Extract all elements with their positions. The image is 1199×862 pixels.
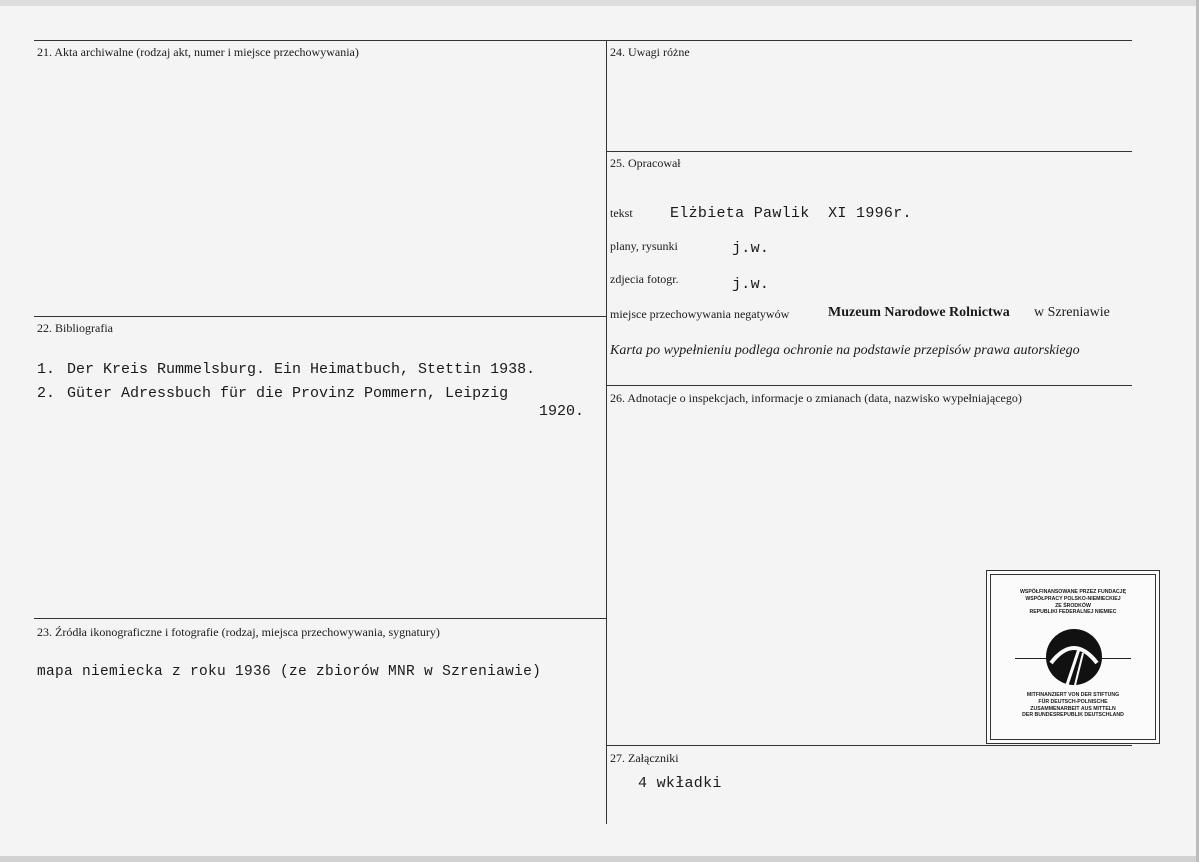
bibliography-item-continuation: 1920. [539, 403, 585, 420]
logo-de-line: FÜR DEUTSCH-POLNISCHE [1038, 698, 1108, 705]
bibliography-number: 2. [37, 385, 56, 402]
logo-pl-line: ZE ŚRODKÓW [1055, 602, 1091, 609]
logo-de-line: MITFINANZIERT VON DER STIFTUNG [1026, 692, 1120, 698]
logo-pl-line: REPUBLIKI FEDERALNEJ NIEMIEC [1029, 609, 1117, 616]
miejsce-location: w Szreniawie [1034, 305, 1110, 320]
rule-24-25 [606, 151, 1132, 152]
logo-frame [990, 574, 1156, 740]
logo-pl-line: WSPÓŁPRACY POLSKO-NIEMIECKIEJ [1025, 595, 1121, 602]
top-rule [34, 40, 1132, 41]
logo-de-line: DER BUNDESREPUBLIK DEUTSCHLAND [1022, 712, 1124, 719]
section-25-label: 25. Opracował [610, 156, 681, 170]
copyright-note: Karta po wypełnieniu podlega ochronie na podstawie przepisów prawa autorskiego [610, 343, 1080, 358]
bridge-logo-icon [1045, 627, 1103, 687]
section-23-value: mapa niemiecka z roku 1936 (ze zbiorów MNR w Szreniawie) [37, 664, 542, 680]
plany-label: plany, rysunki [610, 239, 678, 253]
miejsce-value: Muzeum Narodowe Rolnictwa [828, 305, 1010, 320]
logo-pl-line: WSPÓŁFINANSOWANE PRZEZ FUNDACJĘ [1019, 589, 1127, 595]
miejsce-label: miejsce przechowywania negatywów [610, 307, 790, 321]
bibliography-number: 1. [37, 361, 56, 378]
bibliography-item: Der Kreis Rummelsburg. Ein Heimatbuch, Stettin 1938. [67, 361, 536, 378]
section-27-label: 27. Załączniki [610, 751, 679, 765]
section-26-label: 26. Adnotacje o inspekcjach, informacje o zmianach (data, nazwisko wypełniającego) [610, 391, 1022, 405]
logo-de-line: ZUSAMMENARBEIT AUS MITTELN [1030, 705, 1116, 712]
rule-22-23 [34, 618, 606, 619]
center-divider [606, 40, 607, 824]
bibliography-item: Güter Adressbuch für die Provinz Pommern, Leipzig [67, 385, 509, 402]
scan-edge-top [0, 0, 1199, 6]
tekst-value: Elżbieta Pawlik XI 1996r. [670, 205, 912, 222]
logo-text-polish [991, 589, 1155, 616]
section-23-label: 23. Źródła ikonograficzne i fotografie (rodzaj, miejsca przechowywania, sygnatury) [37, 625, 440, 639]
rule-26-27 [606, 745, 1132, 746]
logo-text-german [991, 692, 1155, 719]
plany-value: j.w. [732, 240, 770, 257]
rule-21-22 [34, 316, 606, 317]
scan-edge-bottom [0, 856, 1199, 862]
tekst-label: tekst [610, 206, 633, 220]
rule-25-26 [606, 385, 1132, 386]
zdjecia-label: zdjecia fotogr. [610, 272, 679, 286]
section-24-label: 24. Uwagi różne [610, 45, 690, 59]
section-21-label: 21. Akta archiwalne (rodzaj akt, numer i miejsce przechowywania) [37, 45, 359, 59]
section-27-value: 4 wkładki [638, 775, 722, 792]
section-22-label: 22. Bibliografia [37, 321, 113, 335]
zdjecia-value: j.w. [732, 276, 770, 293]
foundation-logo-stamp [986, 570, 1160, 744]
